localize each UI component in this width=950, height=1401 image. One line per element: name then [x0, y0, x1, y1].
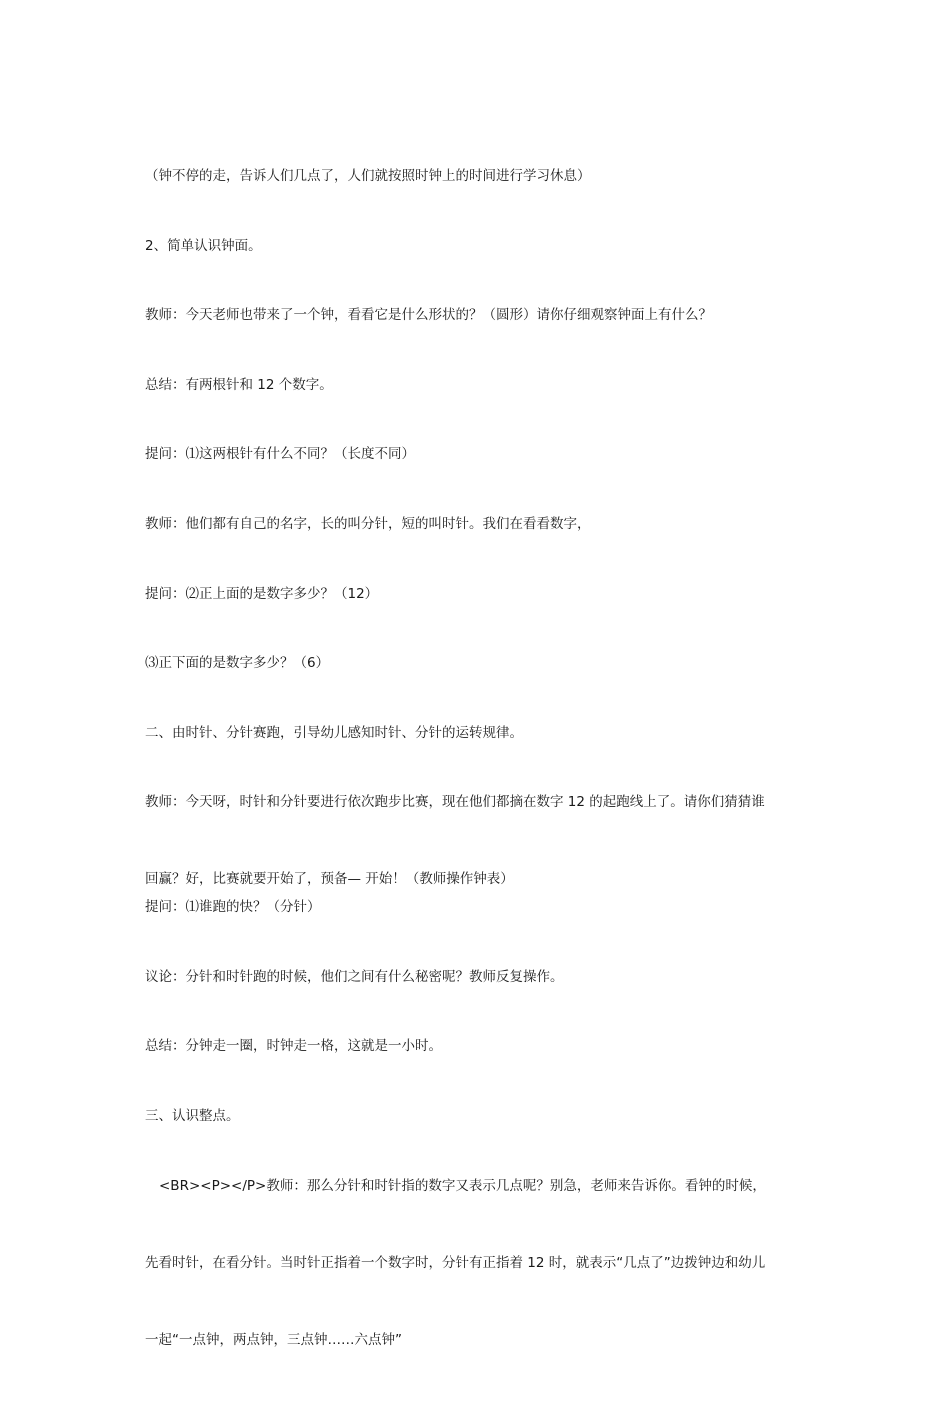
text-line: 三、认识整点。: [145, 1108, 240, 1124]
text-line: 提问：⑴谁跑的快？（分针）: [145, 899, 321, 915]
text-line: <BR><P></P>教师：那么分针和时针指的数字又表示几点呢？别急，老师来告诉你。看钟的时候，: [159, 1178, 766, 1194]
text-line: 教师：今天老师也带来了一个钟，看看它是什么形状的？（圆形）请你仔细观察钟面上有什么？: [145, 307, 712, 323]
text-line: 一起“一点钟，两点钟，三点钟……六点钟”: [145, 1332, 402, 1348]
text-line: 教师：他们都有自己的名字，长的叫分针，短的叫时针。我们在看看数字，: [145, 516, 591, 532]
paragraph-teacher-explain-hours: [145, 1126, 810, 1401]
text-line: 二、由时针、分针赛跑，引导幼儿感知时针、分针的运转规律。: [145, 725, 523, 741]
text-line: 总结：有两根针和 12 个数字。: [145, 377, 333, 393]
text-line: 回赢？好，比赛就要开始了，预备— 开始！（教师操作钟表）: [145, 871, 514, 887]
text-line: 教师：今天呀，时针和分针要进行依次跑步比赛，现在他们都摘在数字 12 的起跑线上了。请你们猜猜谁: [145, 794, 765, 810]
text-line: 总结：分钟走一圈，时钟走一格，这就是一小时。: [145, 1038, 442, 1054]
text-line: 议论：分针和时针跑的时候，他们之间有什么秘密呢？教师反复操作。: [145, 969, 564, 985]
text-line: 提问：⑵正上面的是数字多少？（12）: [145, 586, 379, 602]
text-line: （钟不停的走，告诉人们几点了，人们就按照时钟上的时间进行学习休息）: [145, 168, 591, 184]
text-line: ⑶正下面的是数字多少？（6）: [145, 655, 330, 671]
text-line: 先看时针，在看分针。当时针正指着一个数字时，分针有正指着 12 时，就表示“几点了”边拨钟边和幼儿: [145, 1255, 766, 1271]
text-line: 2、简单认识钟面。: [145, 238, 262, 254]
text-line: 提问：⑴这两根针有什么不同？（长度不同）: [145, 446, 415, 462]
